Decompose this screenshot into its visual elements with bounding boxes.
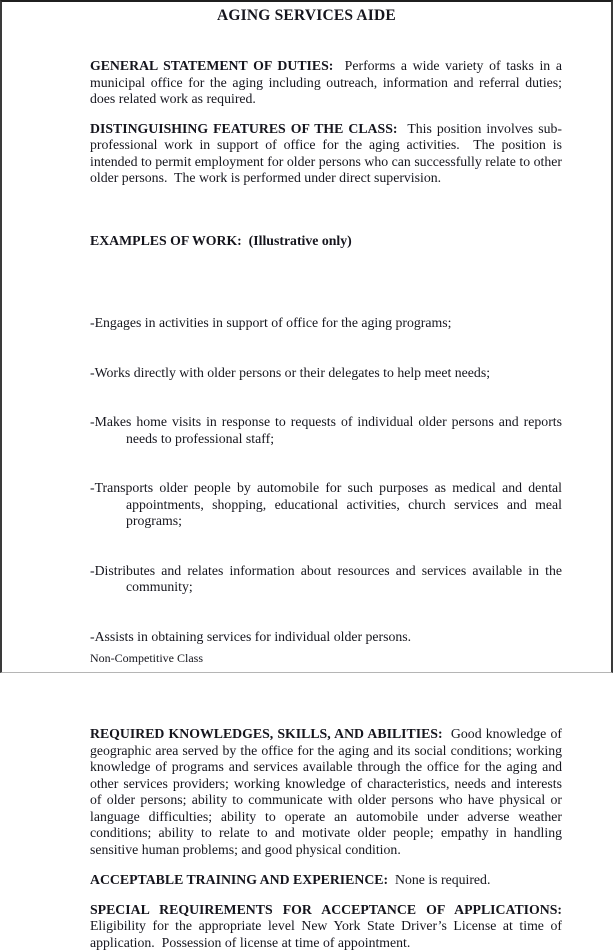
section-heading: ACCEPTABLE TRAINING AND EXPERIENCE: [90,872,388,887]
footer-classification-note: Non-Competitive Class [90,651,203,666]
section-acceptable-training [90,872,562,889]
section-general-statement [90,58,562,108]
list-item: -Engages in activities in support of office for the aging programs; [90,315,562,332]
section-heading: GENERAL STATEMENT OF DUTIES: [90,58,333,73]
section-special-requirements [90,902,562,951]
list-item: -Distributes and relates information about resources and services available in the community; [90,563,562,596]
section-text: This position involves sub-professional work in support of office for the aging activities. The position is intended to permit employment for older persons who can successfully relate to other older persons. The work is performed under direct supervision. [90,121,565,186]
section-heading: REQUIRED KNOWLEDGES, SKILLS, AND ABILITIES: [90,726,443,741]
examples-list [90,282,562,678]
page-title: AGING SERVICES AIDE [2,7,611,25]
section-heading: DISTINGUISHING FEATURES OF THE CLASS: [90,121,397,136]
section-text: None is required. [388,872,490,887]
list-item: -Transports older people by automobile for such purposes as medical and dental appointments, shopping, educational activities, church services and meal programs; [90,480,562,530]
section-heading: EXAMPLES OF WORK: (Illustrative only) [90,233,562,250]
section-heading: SPECIAL REQUIREMENTS FOR ACCEPTANCE OF APPLICATIONS: [90,902,562,917]
section-examples-of-work [90,200,562,712]
list-item: -Makes home visits in response to requests of individual older persons and reports needs to professional staff; [90,414,562,447]
list-item: -Works directly with older persons or their delegates to help meet needs; [90,365,562,382]
section-required-knowledges [90,726,562,858]
document-body [90,58,562,951]
section-distinguishing-features [90,121,562,187]
section-text: Good knowledge of geographic area served by the office for the aging and its social conditions; working knowledge of programs and services available through the office for the aging and other services providers; working knowledge of characteristics, needs and interests of older persons; ability to communicate with older persons who have physical or language difficulties; ability to operate an automobile under adverse weather conditions; ability to relate to and motivate older people; empathy in handling sensitive human problems; and good physical condition. [90,726,565,857]
section-text: Eligibility for the appropriate level New York State Driver’s License at time of application. Possession of license at time of appointment. [90,902,569,950]
list-item: -Assists in obtaining services for individual older persons. [90,629,562,646]
section-text: Performs a wide variety of tasks in a municipal office for the aging including outreach, information and referral duties; does related work as required. [90,58,565,106]
